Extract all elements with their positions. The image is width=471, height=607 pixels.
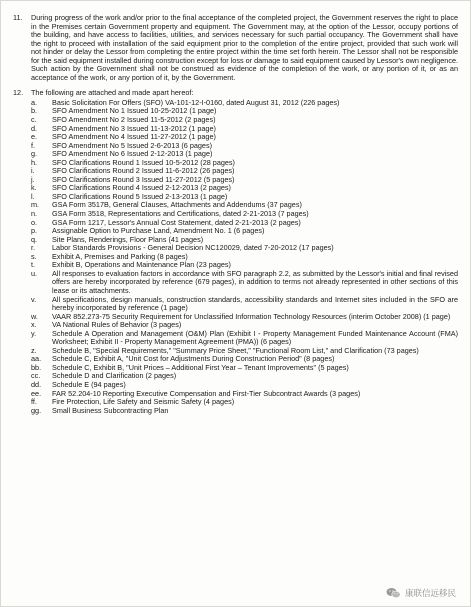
item-text: VA National Rules of Behavior (3 pages): [52, 320, 182, 330]
item-text: Fire Protection, Life Safety and Seismic Safety (4 pages): [52, 397, 235, 407]
item-letter: p.: [31, 226, 38, 236]
item-text: GSA Form 3517B, General Clauses, Attachments and Addendums (37 pages): [52, 200, 302, 210]
list-item: [31, 330, 458, 347]
list-item: [31, 296, 458, 313]
item-letter: l.: [31, 191, 35, 201]
item-letter: o.: [31, 217, 38, 227]
item-text: SFO Amendment No 2 Issued 11-5-2012 (2 pages): [52, 115, 216, 125]
section-number: 11.: [13, 13, 23, 22]
item-letter: v.: [31, 294, 37, 304]
watermark-text: 康联信远移民: [404, 588, 456, 598]
item-letter: y.: [31, 328, 37, 338]
item-text: SFO Clarifications Round 3 Issued 11-27-2012 (5 pages): [52, 174, 235, 184]
item-letter: t.: [31, 260, 36, 270]
item-text: SFO Amendment No 1 Issued 10-25-2012 (1 page): [52, 106, 217, 116]
item-text: Schedule D and Clarification (2 pages): [52, 371, 177, 381]
item-letter: s.: [31, 251, 37, 261]
item-letter: g.: [31, 149, 38, 159]
section-number: 12.: [13, 88, 24, 98]
item-letter: k.: [31, 183, 37, 193]
item-text: SFO Amendment No 3 Issued 11-13-2012 (1 page): [52, 123, 216, 133]
item-letter: d.: [31, 123, 38, 133]
item-text: VAAR 852.273-75 Security Requirement for Unclassified Information Technology Resources (interim October 2008) (1 page): [52, 311, 451, 321]
watermark: [386, 587, 456, 599]
item-letter: q.: [31, 234, 38, 244]
item-text: Schedule C, Exhibit B, "Unit Prices – Additional First Year – Tenant Improvements" (5 pages): [52, 362, 349, 372]
list-item: [31, 270, 458, 296]
item-letter: w.: [31, 311, 38, 321]
item-letter: b.: [31, 106, 38, 116]
item-text: SFO Clarifications Round 2 Issued 11-6-2012 (26 pages): [52, 166, 235, 176]
item-letter: f.: [31, 140, 36, 150]
item-text: Exhibit B, Operations and Maintenance Plan (23 pages): [52, 260, 231, 270]
item-text: SFO Clarifications Round 4 Issued 2-12-2013 (2 pages): [52, 183, 231, 193]
item-letter: ee.: [31, 388, 42, 398]
wechat-icon: [386, 587, 401, 599]
item-text: Site Plans, Renderings, Floor Plans (41 pages): [52, 234, 204, 244]
item-letter: z.: [31, 345, 37, 355]
item-text: FAR 52.204-10 Reporting Executive Compensation and First-Tier Subcontract Awards (3 pages): [52, 388, 361, 398]
item-text: Small Business Subcontracting Plan: [52, 405, 169, 415]
item-letter: m.: [31, 200, 40, 210]
item-letter: dd.: [31, 379, 42, 389]
item-letter: n.: [31, 209, 38, 219]
attachments-list: [31, 99, 458, 415]
item-letter: j.: [31, 174, 35, 184]
item-text: SFO Amendment No 6 Issued 2-12-2013 (1 page): [52, 149, 213, 159]
item-text: Schedule E (94 pages): [52, 379, 126, 389]
item-text: Labor Standards Provisions - General Decision NC120029, dated 7-20-2012 (17 pages): [52, 243, 334, 253]
item-letter: ff.: [31, 397, 37, 407]
section-12-body: [31, 89, 458, 415]
item-text: All responses to evaluation factors in accordance with SFO paragraph 2.2, as submitted by the Lessor's initial and final revised offers are hereby incorporated by reference (679 pages), in addition to terms not already represented in other sections of this lease or its attachments.: [52, 268, 458, 295]
item-text: Assignable Option to Purchase Land, Amendment No. 1 (6 pages): [52, 226, 265, 236]
item-letter: cc.: [31, 371, 41, 381]
item-letter: i.: [31, 166, 35, 176]
section-11-text: During progress of the work and/or prior to the final acceptance of the completed project, the Government reserves the right to place in the Premises certain Government property and equipment. The Government may, at the option of the Lessor, occupy portions of the building, and have access to facilities, utilities, and services necessary for such partial occupancy. The Government shall have the right to proceed with installation of the said equipment prior to the completion of the entire project, provided that such work will not hinder or delay the Lessor from completing the entire project within the time set forth herein. The Lessor shall not be responsible for the said equipment installed during construction except for loss or damage to said equipment caused by Lessor's own negligence. Such action by the Government shall not be construed as evidence of the completion of the work, or any portion of it, or as an acceptance of the work, or any portion of it, by the Government.: [31, 13, 458, 82]
item-text: SFO Clarifications Round 5 Issued 2-13-2013 (1 page): [52, 191, 228, 201]
item-text: SFO Amendment No 4 Issued 11-27-2012 (1 page): [52, 132, 216, 142]
item-text: Schedule B, "Special Requirements," "Summary Price Sheet," "Functional Room List," and Clarification (73 pages): [52, 345, 419, 355]
item-letter: gg.: [31, 405, 42, 415]
section-12-intro: The following are attached and made apart hereof:: [31, 88, 194, 98]
item-letter: bb.: [31, 362, 42, 372]
item-text: SFO Amendment No 5 Issued 2-6-2013 (6 pages): [52, 140, 212, 150]
item-text: GSA Form 1217, Lessor's Annual Cost Statement, dated 2-21-2013 (2 pages): [52, 217, 301, 227]
item-text: All specifications, design manuals, construction standards, accessibility standards and Internet sites included in the SFO are hereby incorporated by reference (1 page): [52, 294, 458, 313]
item-letter: u.: [31, 268, 38, 278]
section-12: [13, 89, 458, 415]
item-letter: e.: [31, 132, 38, 142]
item-letter: a.: [31, 97, 38, 107]
item-letter: x.: [31, 320, 37, 330]
item-letter: aa.: [31, 354, 42, 364]
item-letter: c.: [31, 115, 37, 125]
item-letter: r.: [31, 243, 36, 253]
item-text: Basic Solicitation For Offers (SFO) VA-101-12-I-0160, dated August 31, 2012 (226 pages): [52, 97, 340, 107]
item-letter: h.: [31, 157, 38, 167]
item-text: SFO Clarifications Round 1 Issued 10-5-2012 (28 pages): [52, 157, 235, 167]
item-text: Schedule C, Exhibit A, "Unit Cost for Adjustments During Construction Period" (8 pages): [52, 354, 335, 364]
item-text: Schedule A Operation and Management (O&M) Plan (Exhibit I - Property Management Funded Maintenance Account (FMA) Worksheet; Exhibit II - Property Management Agreement (PMA)) (6 pages): [52, 328, 458, 347]
item-text: Exhibit A, Premises and Parking (8 pages): [52, 251, 188, 261]
list-item: [31, 407, 458, 416]
item-text: GSA Form 3518, Representations and Certifications, dated 2-21-2013 (7 pages): [52, 209, 309, 219]
section-11: [13, 14, 458, 82]
